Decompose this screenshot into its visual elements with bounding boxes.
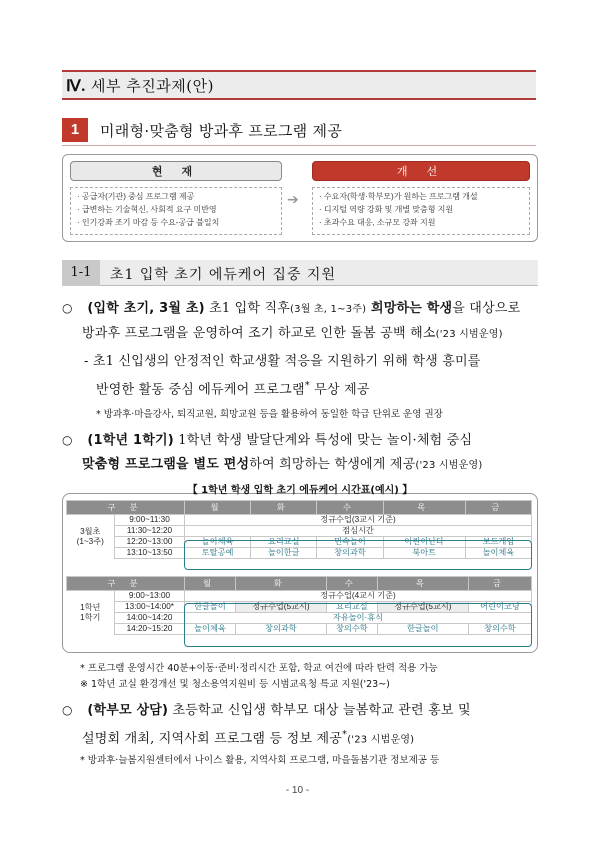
span-cell: 자유놀이·휴식 [185, 613, 532, 624]
regular-class-cell: 정규수업(5교시) [235, 602, 326, 613]
dash-line-2b: 무상 제공 [309, 382, 370, 398]
p3-small: ('23 시범운영) [347, 734, 415, 746]
time-cell: 12:20~13:00 [115, 537, 185, 548]
table-row [67, 526, 532, 537]
p1-text-2: 을 대상으로 [452, 301, 521, 316]
section-number: Ⅳ. [66, 78, 86, 95]
program-cell: 놀이체육 [185, 624, 236, 635]
subsubsection-number: 1-1 [62, 260, 100, 286]
header-bottom-rule [62, 98, 536, 100]
time-cell: 13:00~14:00* [115, 602, 185, 613]
program-cell: 요리교실 [251, 537, 317, 548]
group-label-line: 1학기 [80, 612, 101, 622]
p1-line2: 방과후 프로그램을 운영하여 조기 하교로 인한 돌봄 공백 해소 [82, 326, 436, 341]
header-cell: 금 [468, 577, 531, 591]
program-cell: 창의수학 [468, 624, 531, 635]
time-cell: 9:00~11:30 [115, 515, 185, 526]
span-cell: 점심시간 [185, 526, 532, 537]
dash-line-1: - 초1 신입생의 안정적인 학교생활 적응을 지원하기 위해 학생 흥미를 [84, 354, 481, 369]
current-label: 현 재 [70, 161, 282, 181]
header-cell: 구 분 [67, 501, 185, 515]
improve-label: 개 선 [312, 161, 530, 181]
timetable-header-row [67, 577, 532, 591]
paragraph-2 [62, 428, 542, 478]
time-cell: 14:00~14:20 [115, 613, 185, 624]
section-title [66, 75, 214, 96]
improve-list [312, 187, 530, 235]
program-cell: 민속놀이 [317, 537, 383, 548]
table-row [67, 515, 532, 526]
p2-small: ('23 시범운영) [415, 460, 483, 471]
header-cell: 월 [185, 501, 251, 515]
paragraph-1 [62, 296, 542, 347]
p3-text: 초등학교 신입생 학부모 대상 늘봄학교 관련 홍보 및 [168, 703, 471, 718]
note-3: ※ 1학년 교실 환경개선 및 청소용역지원비 등 시범교육청 특교 지원('23~) [80, 679, 390, 690]
note-2: * 프로그램 운영시간 40분+이동·준비·정리시간 포함, 학교 여건에 따라 탄력 적용 가능 [80, 663, 438, 674]
bullet-icon: ○ [62, 433, 73, 447]
current-item: · 인기강좌 조기 마감 등 수요-공급 불일치 [77, 218, 220, 227]
header-cell: 목 [377, 577, 468, 591]
bullet-icon: ○ [62, 301, 73, 315]
header-cell: 금 [465, 501, 531, 515]
header-cell: 월 [185, 577, 236, 591]
time-cell: 11:30~12:20 [115, 526, 185, 537]
program-cell: 한글놀이 [377, 624, 468, 635]
dash-sup: * [304, 380, 310, 391]
arrow-right-icon: ➔ [287, 192, 299, 208]
p2-text: 1학년 학생 발달단계와 특성에 맞는 놀이·체험 중심 [173, 433, 473, 448]
time-cell: 9:00~13:00 [115, 591, 185, 602]
bullet-icon: ○ [62, 703, 73, 717]
program-cell: 놀이한글 [251, 548, 317, 559]
current-item: · 공급자(기관) 중심 프로그램 제공 [77, 192, 195, 201]
header-cell: 목 [383, 501, 465, 515]
group-label [67, 515, 115, 559]
program-cell: 창의과학 [235, 624, 326, 635]
header-top-rule [62, 70, 536, 72]
header-cell: 화 [235, 577, 326, 591]
program-cell: 요리교실 [326, 602, 377, 613]
p3-bold-lead: (학부모 상담) [87, 703, 169, 718]
group-label-line: 1학년 [80, 602, 101, 612]
timetable-title: 【 1학년 학생 입학 초기 에듀케어 시간표(예시) 】 [187, 485, 413, 496]
program-cell: 어린이난타 [383, 537, 465, 548]
span-cell: 정규수업(3교시 기준) [185, 515, 532, 526]
section-header [62, 70, 536, 100]
current-item: · 급변하는 기술혁신, 사회적 요구 미반영 [77, 205, 217, 214]
program-cell: 토탈공예 [185, 548, 251, 559]
page-number: - 10 - [285, 785, 310, 796]
p1-small: (3월 초, 1~3주) [290, 304, 367, 315]
regular-class-cell: 정규수업(5교시) [377, 602, 468, 613]
group-label [67, 591, 115, 635]
improve-item: · 초과수요 대응, 소규모 강좌 지원 [319, 218, 436, 227]
program-cell: 창의수학 [326, 624, 377, 635]
p1-small-2: ('23 시범운영) [435, 329, 503, 340]
p2-bold-lead: (1학년 1학기) [87, 433, 174, 448]
program-highlight-box [184, 603, 532, 647]
program-cell: 놀이체육 [185, 537, 251, 548]
program-cell: 창의과학 [317, 548, 383, 559]
table-row [67, 591, 532, 602]
improve-item: · 디지털 역량 강화 및 개별 맞춤형 지원 [319, 205, 454, 214]
dash-line-2: 반영한 활동 중심 에듀케어 프로그램 [96, 382, 305, 398]
p3-line2: 설명회 개최, 지역사회 프로그램 등 정보 제공 [82, 731, 342, 747]
header-cell: 수 [326, 577, 377, 591]
p1-bold-target: 희망하는 학생 [366, 301, 453, 316]
subsubsection-title: 초1 입학 초기 에듀케어 집중 지원 [110, 267, 336, 283]
group-label-line: (1~3주) [76, 536, 104, 546]
p2-bold-program: 맞춤형 프로그램을 별도 편성 [82, 457, 250, 472]
p1-text: 초1 입학 직후 [204, 301, 291, 316]
p2-text-2: 하여 희망하는 학생에게 제공 [249, 457, 416, 472]
note-4: * 방과후·늘봄지원센터에서 나이스 활용, 지역사회 프로그램, 마을돌봄기관 정보제공 등 [80, 755, 440, 766]
program-cell: 어린이코딩 [468, 602, 531, 613]
timetable-header-row [67, 501, 532, 515]
group-label-line: 3월초 [80, 526, 101, 536]
subsection-rule [62, 145, 536, 146]
header-cell: 화 [251, 501, 317, 515]
paragraph-3 [62, 698, 542, 752]
program-cell: 놀이체육 [465, 548, 531, 559]
time-cell: 14:20~15:20 [115, 624, 185, 635]
header-cell: 수 [317, 501, 383, 515]
header-cell: 구 분 [67, 577, 185, 591]
improve-item: · 수요자(학생·학부모)가 원하는 프로그램 개설 [319, 192, 478, 201]
paragraph-1-dash [84, 350, 544, 402]
program-cell: 한글놀이 [185, 602, 236, 613]
p1-bold-lead: (입학 초기, 3월 초) [87, 301, 205, 316]
section-title-text: 세부 추진과제(안) [85, 77, 214, 95]
subsection-number-badge: 1 [62, 118, 88, 142]
current-list [70, 187, 282, 235]
note-1: * 방과후·마을강사, 퇴직교원, 희망교원 등을 활용하여 동일한 학급 단위로 운영 권장 [96, 409, 443, 420]
p3-sup: * [341, 729, 348, 740]
span-cell: 정규수업(4교시 기준) [185, 591, 532, 602]
subsection-title: 미래형·맞춤형 방과후 프로그램 제공 [100, 122, 343, 140]
time-cell: 13:10~13:50 [115, 548, 185, 559]
program-cell: 북아트 [383, 548, 465, 559]
program-cell: 보드게임 [465, 537, 531, 548]
program-highlight-box [184, 540, 532, 570]
